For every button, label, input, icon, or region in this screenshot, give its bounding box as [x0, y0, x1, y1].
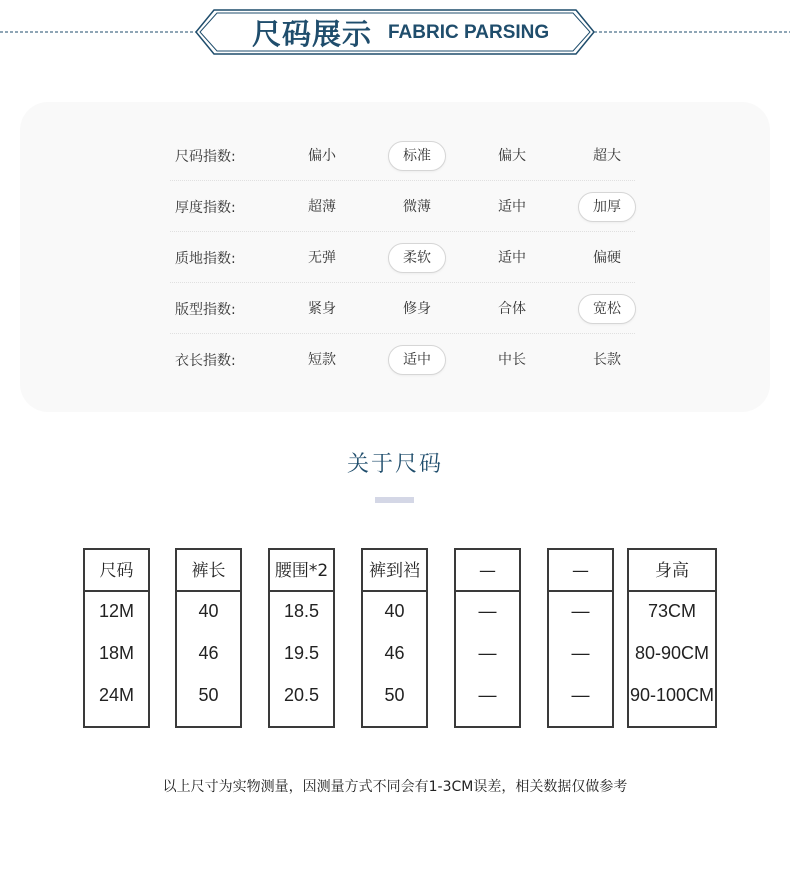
index-option: 适中	[498, 250, 526, 266]
index-label: 尺码指数:	[175, 149, 236, 165]
table-cell: 73CM	[647, 601, 696, 621]
table-cell: —	[478, 601, 497, 621]
size-section-title: 关于尺码	[346, 452, 443, 477]
index-option-selected: 适中	[388, 345, 446, 375]
table-cell: 18.5	[283, 601, 320, 621]
column-header: 裤长	[177, 550, 240, 592]
table-cell: 40	[198, 601, 219, 621]
size-column	[454, 548, 521, 728]
size-column	[268, 548, 335, 728]
row-divider	[170, 180, 635, 181]
index-option: 紧身	[308, 301, 336, 317]
index-row	[170, 182, 635, 232]
size-column	[627, 548, 717, 728]
index-row	[170, 131, 635, 181]
table-cell: 18M	[98, 643, 134, 663]
table-cell: —	[478, 643, 497, 663]
section-title-underline	[375, 497, 414, 503]
table-cell: —	[571, 643, 590, 663]
index-option: 偏硬	[593, 250, 621, 266]
index-option: 偏小	[308, 148, 336, 164]
table-cell: 20.5	[283, 685, 320, 705]
column-header: —	[456, 550, 519, 592]
column-header: 腰围*2	[270, 550, 333, 592]
size-column	[175, 548, 242, 728]
table-cell: 24M	[98, 685, 134, 705]
table-cell: 40	[384, 601, 405, 621]
index-option-selected: 柔软	[388, 243, 446, 273]
index-option: 中长	[498, 352, 526, 368]
index-option: 超薄	[308, 199, 336, 215]
header-banner	[0, 0, 790, 70]
table-cell: 46	[384, 643, 405, 663]
index-label: 衣长指数:	[175, 353, 236, 369]
index-row	[170, 284, 635, 334]
column-header: —	[549, 550, 612, 592]
table-cell: 50	[198, 685, 219, 705]
table-cell: —	[571, 601, 590, 621]
column-header: 身高	[629, 550, 715, 592]
index-label: 版型指数:	[175, 302, 236, 318]
banner-title-en: FABRIC PARSING	[388, 22, 550, 43]
index-label: 厚度指数:	[175, 200, 236, 216]
column-header: 尺码	[85, 550, 148, 592]
row-divider	[170, 282, 635, 283]
index-label: 质地指数:	[175, 251, 236, 267]
banner-title-cn: 尺码展示	[252, 17, 373, 51]
column-header: 裤到裆	[363, 550, 426, 592]
table-cell: 46	[198, 643, 219, 663]
index-row	[170, 335, 635, 385]
index-option: 微薄	[403, 199, 431, 215]
index-option: 超大	[593, 148, 621, 164]
index-option-selected: 标准	[388, 141, 446, 171]
index-option: 长款	[593, 352, 621, 368]
table-cell: 12M	[98, 601, 134, 621]
size-column	[361, 548, 428, 728]
index-option: 偏大	[498, 148, 526, 164]
index-option: 无弹	[308, 250, 336, 266]
measurement-footnote: 以上尺寸为实物测量，因测量方式不同会有1-3CM误差，相关数据仅做参考	[162, 779, 628, 795]
table-cell: 80-90CM	[634, 643, 710, 663]
index-option-selected: 加厚	[578, 192, 636, 222]
size-column	[83, 548, 150, 728]
table-cell: —	[478, 685, 497, 705]
index-option: 适中	[498, 199, 526, 215]
row-divider	[170, 231, 635, 232]
index-option: 修身	[403, 301, 431, 317]
table-cell: —	[571, 685, 590, 705]
table-cell: 90-100CM	[629, 685, 715, 705]
index-option: 合体	[498, 301, 526, 317]
size-column	[547, 548, 614, 728]
row-divider	[170, 333, 635, 334]
index-option-selected: 宽松	[578, 294, 636, 324]
table-cell: 19.5	[283, 643, 320, 663]
index-row	[170, 233, 635, 283]
table-cell: 50	[384, 685, 405, 705]
index-option: 短款	[308, 352, 336, 368]
